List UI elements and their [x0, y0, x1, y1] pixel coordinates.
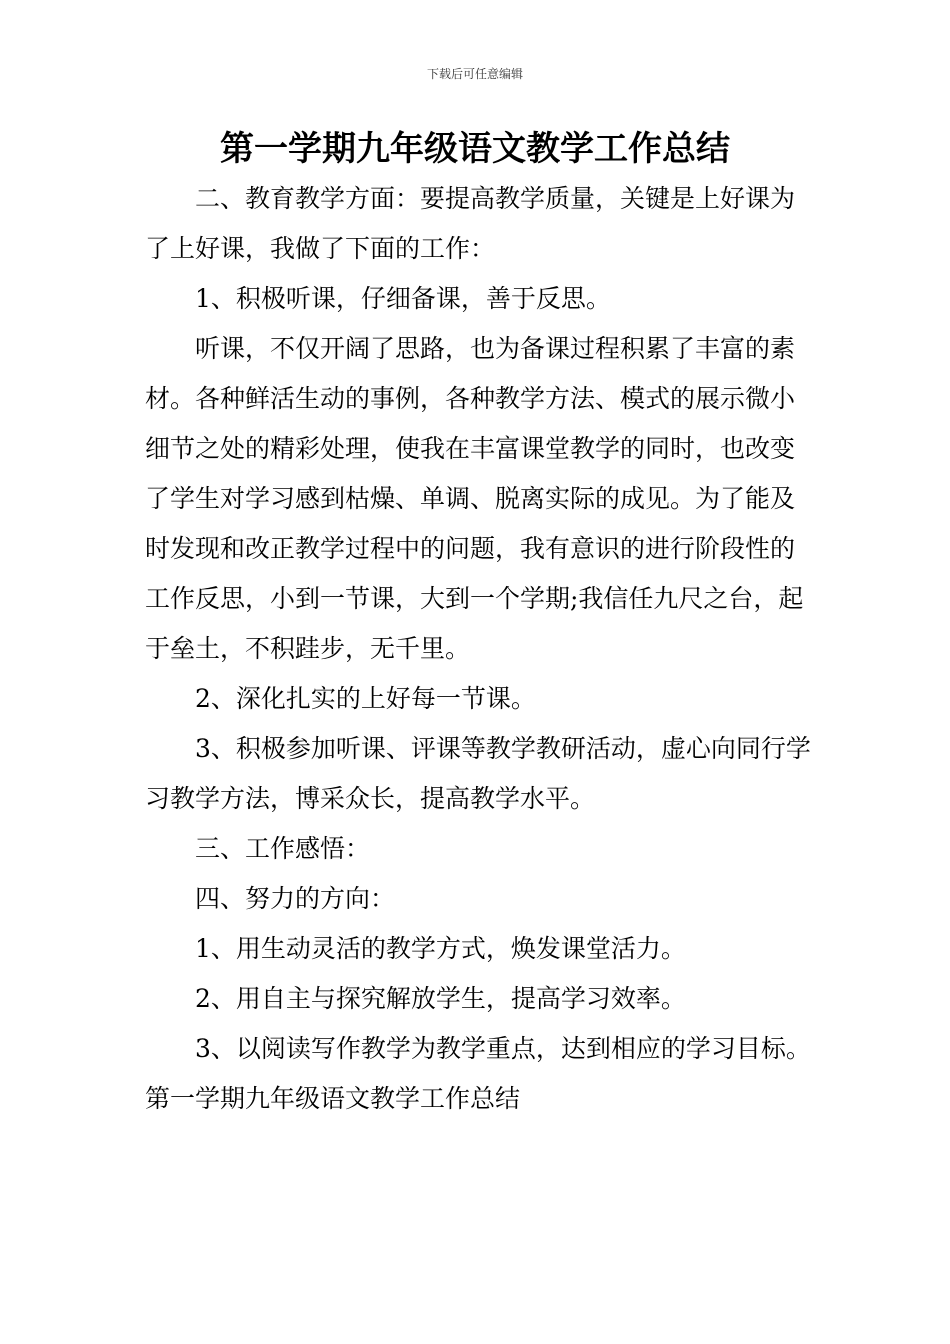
- paragraph-item-1: 1、积极听课，仔细备课，善于反思。: [195, 284, 611, 313]
- paragraph-direction: 四、努力的方向：: [195, 884, 396, 913]
- paragraph-item-3: 3、积极参加听课、评课等教学教研活动，虚心向同行学习教学方法，博采众长，提高教学水平。: [145, 734, 811, 813]
- paragraph-teaching-aspect: 二、教育教学方面：要提高教学质量，关键是上好课为了上好课，我做了下面的工作：: [145, 184, 796, 263]
- paragraph-direction-2: 2、用自主与探究解放学生，提高学习效率。: [195, 984, 686, 1013]
- header-note: 下载后可任意编辑: [426, 67, 523, 81]
- paragraph-item-2: 2、深化扎实的上好每一节课。: [195, 684, 536, 713]
- footer-line: 第一学期九年级语文教学工作总结: [145, 1084, 521, 1113]
- paragraph-direction-3: 3、以阅读写作教学为教学重点，达到相应的学习目标。: [195, 1034, 811, 1063]
- paragraph-direction-1: 1、用生动灵活的教学方式，焕发课堂活力。: [195, 934, 686, 963]
- paragraph-listening-reflection: 听课，不仅开阔了思路，也为备课过程积累了丰富的素材。各种鲜活生动的事例，各种教学方法、模式的展示微小细节之处的精彩处理，使我在丰富课堂教学的同时，也改变了学生对学习感到枯燥、单调、脱离实际的成见。为了能及时发现和改正教学过程中的问题，我有意识的进行阶段性的工作反思，小到一节课，大到一个学期;我信任九尺之台，起于垒土，不积跬步，无千里。: [145, 334, 804, 663]
- document-body: [145, 174, 811, 1124]
- paragraph-work-insight: 三、工作感悟：: [195, 834, 371, 863]
- document-title: 第一学期九年级语文教学工作总结: [220, 129, 730, 169]
